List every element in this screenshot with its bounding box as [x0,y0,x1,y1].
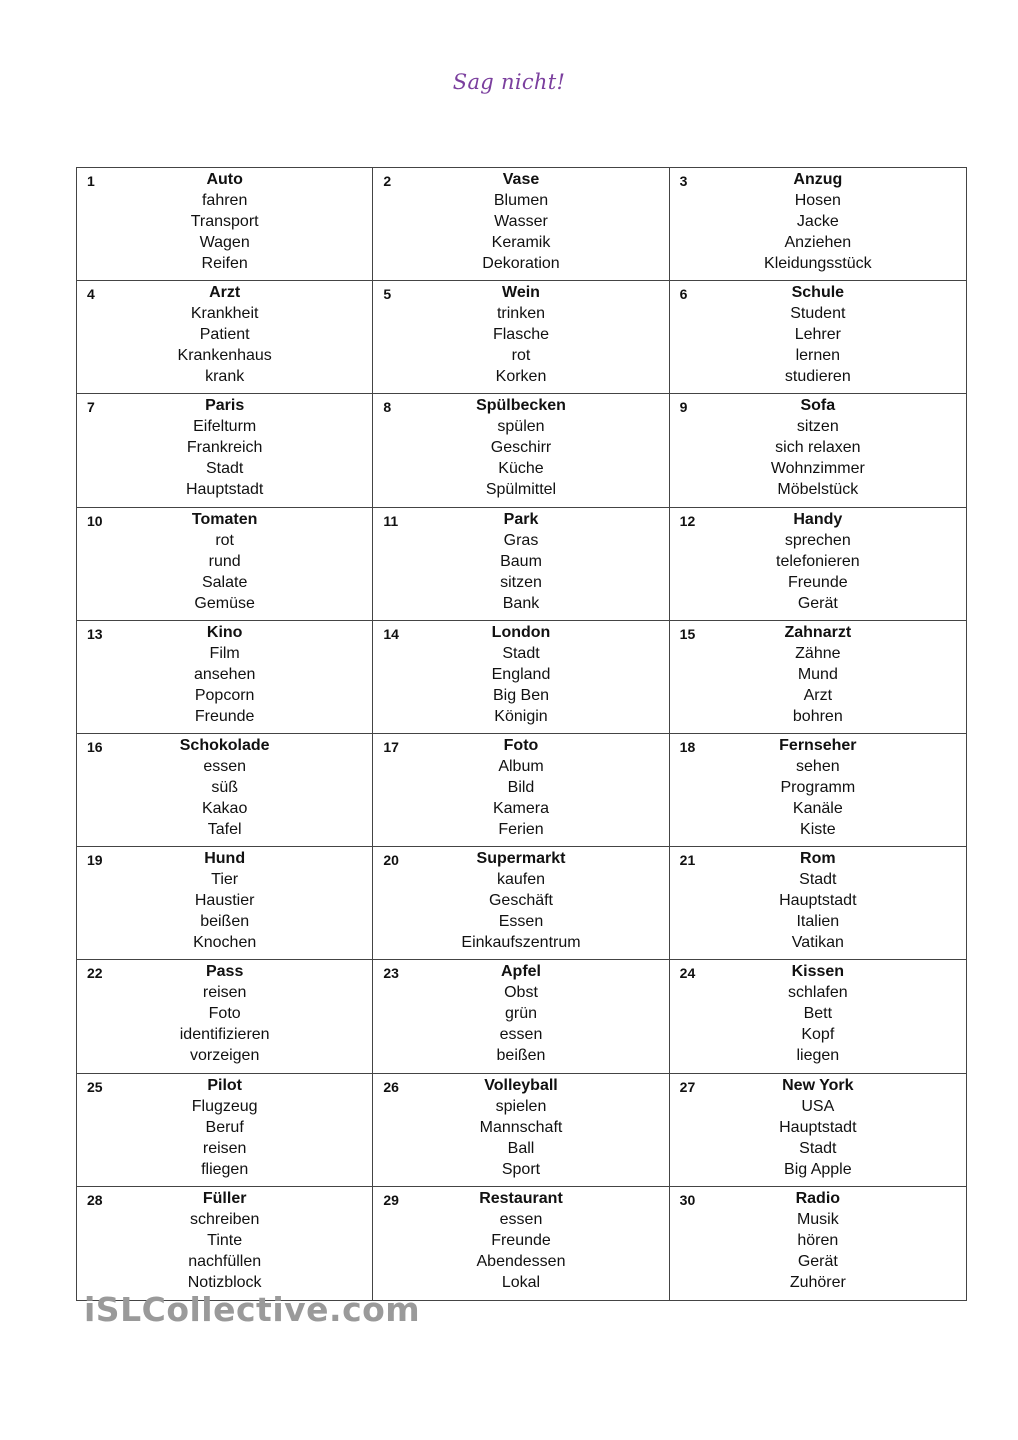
card-11 [373,508,669,621]
card-words [77,1075,372,1180]
card-number: 4 [87,286,95,303]
taboo-word: Obst [504,984,538,1002]
card-words [373,1188,668,1293]
card-9 [670,394,966,507]
taboo-word: Ferien [498,820,544,838]
card-4 [77,281,373,394]
card-number: 16 [87,738,103,755]
taboo-word: Bett [803,1005,833,1023]
card-14 [373,621,669,734]
card-words [373,961,668,1066]
card-words [670,735,966,840]
card-words [373,509,668,614]
card-2 [373,168,669,281]
card-number: 10 [87,512,103,529]
taboo-word: Krankheit [190,305,259,323]
card-13 [77,621,373,734]
card-12 [670,508,966,621]
taboo-word: hören [797,1231,839,1249]
taboo-word: Korken [495,368,547,386]
taboo-word: sprechen [784,531,851,549]
taboo-word: Mannschaft [479,1118,563,1136]
card-26 [373,1074,669,1187]
taboo-word: Stadt [205,460,244,478]
taboo-word: Essen [498,913,544,931]
taboo-word: Hauptstadt [779,892,857,910]
taboo-word: Spülmittel [485,481,557,499]
card-term: Pass [205,963,244,981]
card-6 [670,281,966,394]
taboo-word: nachfüllen [188,1252,262,1270]
taboo-word: spielen [495,1097,547,1115]
card-23 [373,960,669,1073]
card-term: Auto [206,171,243,188]
taboo-word: Flugzeug [191,1097,258,1115]
taboo-word: USA [801,1097,835,1115]
card-number: 30 [679,1191,696,1208]
card-29 [373,1187,669,1300]
taboo-word: Stadt [799,871,837,889]
taboo-word: Tinte [207,1231,243,1249]
card-number: 27 [679,1078,696,1095]
taboo-word: Sport [501,1160,541,1178]
taboo-word: Gras [503,531,539,549]
taboo-word: Mund [797,665,838,683]
card-number: 14 [383,625,399,642]
taboo-word: Salate [201,573,248,591]
card-number: 22 [87,965,103,982]
card-number: 24 [679,965,696,982]
card-term: Zahnarzt [784,623,852,641]
card-term: New York [782,1076,854,1094]
card-words [670,961,966,1066]
taboo-word: Musik [796,1210,839,1228]
card-7 [77,394,373,507]
taboo-word: Big Ben [492,686,550,704]
taboo-word: Kopf [801,1026,835,1044]
taboo-word: Kiste [800,820,836,838]
card-words [670,509,966,614]
taboo-word: Flasche [492,326,549,344]
taboo-word: essen [499,1210,543,1228]
taboo-word: Baum [500,552,542,570]
taboo-word: Big Apple [784,1160,852,1178]
card-words [373,395,668,500]
card-15 [670,621,966,734]
card-words [670,1075,966,1180]
card-number: 12 [679,512,696,529]
taboo-word: beißen [496,1047,546,1065]
card-number: 25 [87,1078,103,1095]
card-words [77,961,372,1066]
card-words [373,848,668,953]
taboo-word: Album [498,757,544,775]
card-words [670,282,966,387]
taboo-word: Küche [498,460,544,478]
taboo-word: Zähne [795,644,841,662]
card-18 [670,734,966,847]
card-number: 19 [87,852,103,869]
taboo-word: Haustier [194,892,255,910]
card-term: Volleyball [484,1076,558,1094]
taboo-word: Wagen [199,234,250,251]
taboo-word: sehen [796,757,840,775]
taboo-word: Möbelstück [777,481,859,499]
taboo-word: England [491,665,551,683]
taboo-word: telefonieren [776,552,860,570]
taboo-word: fahren [201,192,248,209]
card-words [77,169,372,274]
card-term: Schule [791,284,845,302]
taboo-word: Gemüse [194,594,255,612]
card-number: 11 [383,512,399,529]
taboo-word: Film [209,644,240,662]
card-number: 17 [383,738,399,755]
taboo-word: Tier [211,871,239,889]
card-term: Handy [793,510,843,528]
card-term: Füller [202,1189,247,1207]
taboo-word: fliegen [201,1160,249,1178]
card-term: Sofa [800,397,836,415]
taboo-word: Popcorn [194,686,255,704]
taboo-word: Freunde [194,707,255,725]
card-term: Fernseher [779,736,857,754]
card-28 [77,1187,373,1300]
taboo-word: Gerät [797,1252,838,1270]
taboo-word: Krankenhaus [177,347,272,365]
taboo-word: Anziehen [784,234,852,251]
taboo-word: Bild [507,778,535,796]
taboo-word: rund [208,552,241,570]
card-term: Paris [205,397,245,415]
taboo-word: Patient [199,326,250,344]
taboo-word: Hauptstadt [185,481,264,499]
card-term: Foto [503,736,539,754]
card-term: Supermarkt [476,850,566,868]
taboo-word: sich relaxen [775,439,861,457]
card-16 [77,734,373,847]
card-words [373,282,668,387]
taboo-word: Kamera [492,799,549,817]
taboo-word: reisen [202,1139,247,1157]
card-1 [77,168,373,281]
card-number: 7 [87,399,95,416]
taboo-word: liegen [796,1047,840,1065]
taboo-word: Programm [780,778,856,796]
card-number: 21 [679,852,696,869]
card-term: Wein [502,284,540,302]
taboo-word: Keramik [491,234,551,251]
taboo-word: lernen [795,347,841,365]
card-number: 28 [87,1191,103,1208]
taboo-word: Transport [190,213,259,230]
taboo-word: Beruf [205,1118,244,1136]
card-number: 9 [679,399,688,416]
taboo-word: essen [203,757,247,775]
card-25 [77,1074,373,1187]
card-words [373,1075,668,1180]
taboo-word: Freunde [491,1231,551,1249]
card-number: 23 [383,965,399,982]
taboo-word: Blumen [493,192,549,209]
card-number: 18 [679,738,696,755]
taboo-word: Dekoration [482,255,560,272]
card-words [670,169,966,274]
card-term: Radio [795,1189,841,1207]
taboo-word: Wasser [494,213,548,230]
taboo-word: Gerät [797,594,838,612]
card-8 [373,394,669,507]
taboo-word: Italien [796,913,840,931]
taboo-word: Hauptstadt [779,1118,857,1136]
taboo-word: Knochen [193,934,257,952]
taboo-word: ansehen [193,665,256,683]
taboo-word: sitzen [796,418,839,436]
card-term: Tomaten [191,510,258,528]
card-term: Hund [204,850,246,868]
card-term: London [491,623,551,641]
card-words [670,395,966,500]
card-words [670,622,966,727]
card-term: Restaurant [479,1189,563,1207]
taboo-word: grün [504,1005,537,1023]
taboo-word: studieren [784,368,851,386]
watermark: iSLCollective.com [84,1290,421,1329]
card-words [77,622,372,727]
card-10 [77,508,373,621]
taboo-word: süß [211,778,238,796]
card-term: Spülbecken [476,397,566,415]
card-number: 3 [679,173,688,189]
card-words [670,848,966,953]
taboo-word: Lehrer [794,326,841,344]
card-words [77,735,372,840]
card-24 [670,960,966,1073]
taboo-word: schlafen [788,984,848,1002]
card-term: Pilot [207,1076,242,1094]
card-term: Rom [800,850,836,868]
taboo-word: Stadt [799,1139,837,1157]
card-19 [77,847,373,960]
card-21 [670,847,966,960]
taboo-word: Eifelturm [193,418,257,436]
card-17 [373,734,669,847]
taboo-word: Frankreich [186,439,263,457]
card-number: 6 [679,286,688,303]
taboo-word: reisen [202,984,247,1002]
card-words [373,735,668,840]
taboo-word: Kleidungsstück [764,255,872,272]
card-words [77,282,372,387]
card-term: Kissen [791,963,845,981]
taboo-word: rot [215,531,234,549]
taboo-word: Stadt [502,644,540,662]
card-words [77,509,372,614]
taboo-word: Reifen [201,255,248,272]
taboo-word: rot [511,347,531,365]
taboo-word: kaufen [496,871,546,889]
card-number: 5 [383,286,392,303]
card-number: 8 [383,399,392,416]
card-term: Vase [502,171,540,188]
taboo-word: Einkaufszentrum [461,934,581,952]
taboo-word: trinken [496,305,545,323]
taboo-word: Kanäle [792,799,843,817]
card-words [77,848,372,953]
taboo-word: Kakao [201,799,248,817]
taboo-word: Zuhörer [789,1273,846,1291]
card-number: 26 [383,1078,399,1095]
card-number: 29 [383,1191,399,1208]
card-30 [670,1187,966,1300]
card-words [373,622,668,727]
card-3 [670,168,966,281]
taboo-word: Arzt [803,686,833,704]
taboo-word: Vatikan [791,934,844,952]
page-title: Sag nicht! [452,70,566,94]
taboo-word: Student [790,305,846,323]
card-number: 20 [383,852,399,869]
card-term: Park [503,510,539,528]
card-words [77,1188,372,1293]
taboo-word: Geschirr [490,439,552,457]
card-number: 1 [87,173,95,189]
taboo-word: bohren [792,707,843,725]
taboo-word: Wohnzimmer [770,460,865,478]
taboo-word: krank [205,368,245,386]
card-term: Kino [206,623,243,641]
taboo-word: Ball [507,1139,535,1157]
taboo-word: essen [499,1026,543,1044]
card-number: 13 [87,625,103,642]
taboo-word: identifizieren [179,1026,270,1044]
taboo-word: Foto [208,1005,241,1023]
taboo-word: Königin [494,707,548,725]
taboo-word: Geschäft [488,892,553,910]
card-number: 2 [383,173,392,189]
card-words [77,395,372,500]
taboo-word: Jacke [796,213,839,230]
taboo-word: Hosen [794,192,841,209]
card-term: Schokolade [179,736,270,754]
card-term: Apfel [500,963,541,981]
taboo-word: Notizblock [187,1273,262,1291]
taboo-word: Lokal [501,1273,541,1291]
card-words [373,169,668,274]
card-term: Arzt [209,284,241,302]
taboo-word: sitzen [500,573,542,591]
taboo-word: Abendessen [476,1252,566,1270]
taboo-word: Bank [502,594,540,612]
taboo-word: spülen [497,418,545,436]
taboo-word: beißen [200,913,250,931]
card-20 [373,847,669,960]
card-number: 15 [679,625,696,642]
card-words [670,1188,966,1293]
taboo-word: Tafel [207,820,242,838]
card-22 [77,960,373,1073]
taboo-word: vorzeigen [189,1047,260,1065]
card-27 [670,1074,966,1187]
taboo-word: schreiben [189,1210,260,1228]
card-grid [76,167,967,1301]
card-5 [373,281,669,394]
card-term: Anzug [793,171,843,188]
taboo-word: Freunde [788,573,848,591]
